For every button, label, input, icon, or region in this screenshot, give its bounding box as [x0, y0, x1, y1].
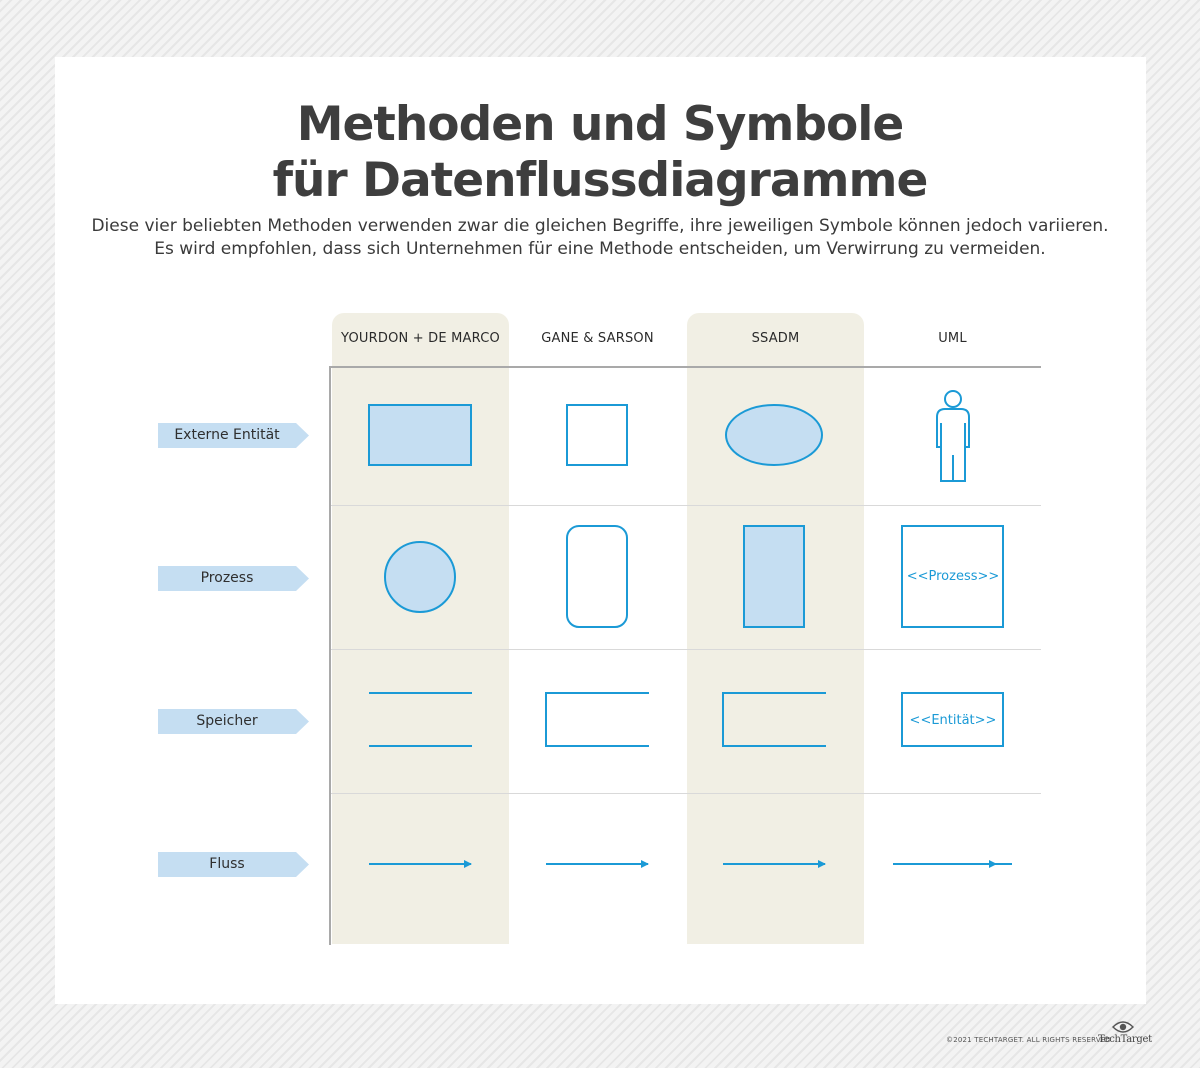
title-line-2: für Datenflussdiagramme: [272, 153, 928, 208]
column-header-uml: UML: [938, 331, 967, 346]
row-label-process: [158, 566, 311, 591]
subtitle-line-1: Diese vier beliebten Methoden verwenden zwar die gleichen Begriffe, ihre jeweiligen Symbole können jedoch variieren.: [91, 216, 1109, 236]
copyright-notice: ©2021 TECHTARGET. ALL RIGHTS RESERVED: [946, 1036, 1112, 1044]
row-label-store: [158, 709, 311, 734]
row-divider: [330, 649, 1041, 650]
uml-store-label: <<Entität>>: [909, 713, 997, 728]
row-label-text: Prozess: [200, 570, 254, 586]
row-label-external-entity: [158, 423, 311, 448]
table-left-rule: [329, 366, 331, 945]
uml-process-label: <<Prozess>>: [906, 569, 1000, 584]
table-header-rule: [330, 366, 1041, 368]
column-highlight-ssadm: [687, 313, 864, 944]
column-header-gane-sarson: GANE & SARSON: [541, 331, 654, 346]
column-header-yourdon: YOURDON + DE MARCO: [341, 331, 500, 346]
row-label-flow: [158, 852, 311, 877]
subtitle-line-2: Es wird empfohlen, dass sich Unternehmen für eine Methode entscheiden, um Verwirrung zu vermeiden.: [154, 239, 1046, 259]
column-header-ssadm: SSADM: [751, 331, 800, 346]
row-label-text: Fluss: [209, 856, 245, 872]
title-line-1: Methoden und Symbole: [296, 97, 904, 152]
brand-name: TechTarget: [1098, 1034, 1152, 1045]
page-title: [0, 97, 1200, 209]
techtarget-logo: [1098, 1018, 1152, 1048]
row-divider: [330, 505, 1041, 506]
row-label-text: Externe Entität: [174, 427, 280, 443]
row-divider: [330, 793, 1041, 794]
page-subtitle: [0, 215, 1200, 261]
row-label-text: Speicher: [196, 713, 258, 729]
column-highlight-yourdon: [332, 313, 509, 944]
